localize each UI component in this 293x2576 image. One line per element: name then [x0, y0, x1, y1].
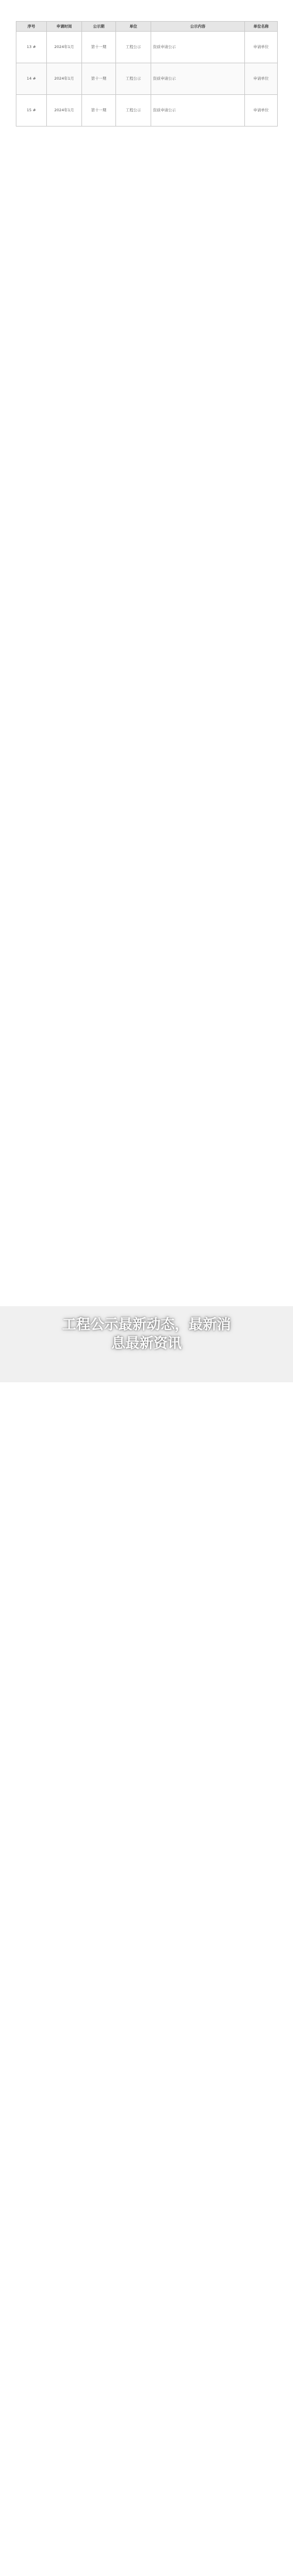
table-cell: 资质申请公示 [151, 63, 245, 95]
table-cell: 申请单位 [245, 32, 278, 63]
table-cell: 工程公示 [116, 63, 151, 95]
table-cell: 2024年1月 [47, 32, 82, 63]
table-cell: 第十一期 [82, 63, 116, 95]
table-cell: 工程公示 [116, 95, 151, 127]
table-cell: 资质申请公示 [151, 95, 245, 127]
table-cell: 2024年1月 [47, 95, 82, 127]
header-cell: 公示内容 [151, 22, 245, 32]
table-cell: 第十一期 [82, 95, 116, 127]
header-cell: 单位名称 [245, 22, 278, 32]
table-header-row [16, 22, 278, 32]
table-row [16, 63, 278, 95]
table-cell: 14 # [16, 63, 47, 95]
header-cell: 申请时间 [47, 22, 82, 32]
table-row [16, 32, 278, 63]
table-cell: 13 # [16, 32, 47, 63]
table-cell: 第十一期 [82, 32, 116, 63]
table-cell: 15 # [16, 95, 47, 127]
header-cell: 单位 [116, 22, 151, 32]
table-cell: 申请单位 [245, 95, 278, 127]
header-cell: 公示期 [82, 22, 116, 32]
notice-table [16, 21, 278, 127]
table-cell: 2024年1月 [47, 63, 82, 95]
headline-text: 工程公示最新动态，最新消息最新资讯 [62, 1316, 231, 1351]
table-cell: 资质申请公示 [151, 32, 245, 63]
table-cell: 申请单位 [245, 63, 278, 95]
table-row [16, 95, 278, 127]
header-cell: 序号 [16, 22, 47, 32]
table-cell: 工程公示 [116, 32, 151, 63]
